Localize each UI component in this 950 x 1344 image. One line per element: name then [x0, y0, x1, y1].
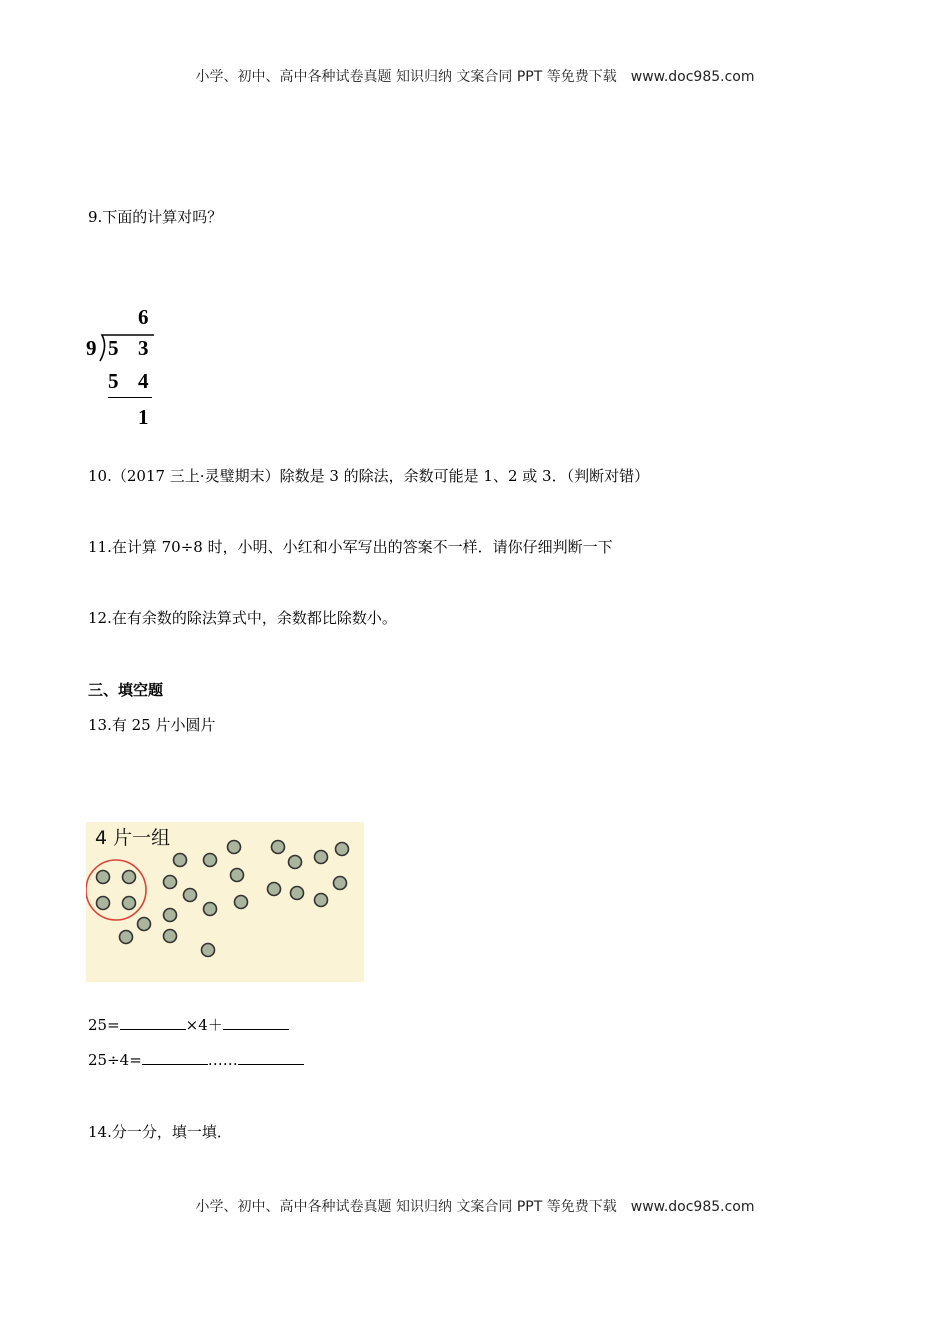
round-chip — [97, 871, 110, 884]
round-chip — [97, 897, 110, 910]
round-chip — [184, 889, 197, 902]
page-footer — [0, 1196, 950, 1216]
dots-figure — [86, 822, 364, 982]
question-9: 9.下面的计算对吗？ — [88, 208, 223, 226]
round-chip — [334, 877, 347, 890]
round-chip — [204, 903, 217, 916]
header-url[interactable]: www.doc985.com — [630, 69, 755, 85]
round-chip — [315, 851, 328, 864]
q13-line2-b: …… — [207, 1051, 238, 1069]
header-text: 小学、初中、高中各种试卷真题 知识归纳 文案合同 PPT 等免费下载 — [195, 69, 617, 85]
round-chip — [268, 883, 281, 896]
long-division — [86, 303, 166, 433]
page-header — [0, 66, 950, 86]
round-chip — [174, 854, 187, 867]
division-divisor: 9 — [86, 336, 97, 360]
round-chip — [123, 871, 136, 884]
round-chip — [336, 843, 349, 856]
round-chip — [138, 918, 151, 931]
round-chip — [231, 869, 244, 882]
section-title-fill-blank: 三、填空题 — [88, 681, 164, 699]
round-chip — [291, 887, 304, 900]
round-chip — [123, 897, 136, 910]
footer-text: 小学、初中、高中各种试卷真题 知识归纳 文案合同 PPT 等免费下载 — [195, 1199, 617, 1215]
round-chip — [164, 876, 177, 889]
dots-svg — [86, 822, 364, 982]
q13-line-2 — [88, 1050, 304, 1069]
question-12: 12.在有余数的除法算式中，余数都比除数小。 — [88, 609, 397, 627]
round-chip — [204, 854, 217, 867]
q13-line2-a: 25÷4= — [88, 1051, 142, 1069]
q13-line-1 — [88, 1014, 289, 1035]
question-10: 10.（2017 三上·灵璧期末）除数是 3 的除法，余数可能是 1、2 或 3．（判断对错） — [88, 467, 650, 485]
dividend-ones: 3 — [138, 336, 149, 360]
product-ones: 4 — [138, 369, 149, 393]
product-tens: 5 — [108, 369, 119, 393]
q13-line1-a: 25= — [88, 1016, 120, 1034]
question-13: 13.有 25 片小圆片 — [88, 716, 216, 734]
blank-remainder-2[interactable] — [238, 1050, 304, 1065]
round-chip — [228, 841, 241, 854]
round-chip — [202, 944, 215, 957]
round-chip — [272, 841, 285, 854]
division-quotient: 6 — [138, 305, 149, 329]
question-11: 11.在计算 70÷8 时，小明、小红和小军写出的答案不一样．请你仔细判断一下 — [88, 538, 613, 556]
round-chip — [164, 930, 177, 943]
round-chip — [120, 931, 133, 944]
blank-remainder[interactable] — [223, 1015, 289, 1030]
blank-groups[interactable] — [120, 1015, 186, 1030]
figure-label: 4 片一组 — [95, 827, 171, 849]
q13-line1-b: ×4＋ — [185, 1016, 223, 1034]
round-chip — [289, 856, 302, 869]
round-chip — [235, 896, 248, 909]
footer-url[interactable]: www.doc985.com — [630, 1199, 755, 1215]
division-line — [108, 397, 152, 398]
round-chip — [164, 909, 177, 922]
question-14: 14.分一分，填一填． — [88, 1123, 232, 1141]
round-chip — [315, 894, 328, 907]
dividend-tens: 5 — [108, 336, 119, 360]
blank-quotient[interactable] — [142, 1050, 208, 1065]
division-remainder: 1 — [138, 405, 149, 429]
